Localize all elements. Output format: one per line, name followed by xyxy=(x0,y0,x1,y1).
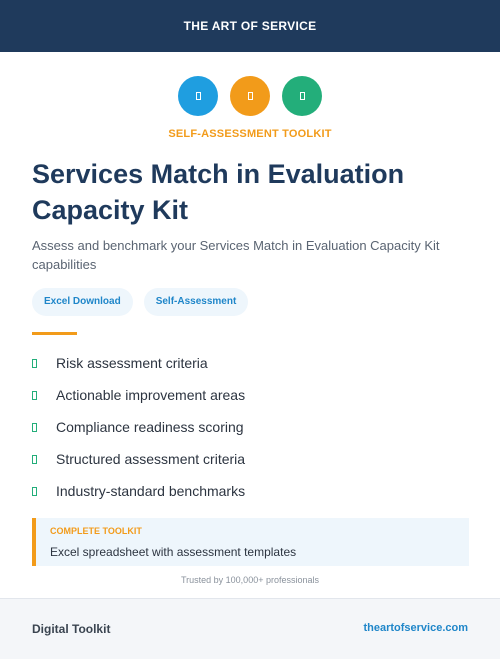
check-icon xyxy=(32,391,37,400)
tag-self-assessment: Self-Assessment xyxy=(144,288,249,316)
toolkit-text: Excel spreadsheet with assessment templates xyxy=(50,545,297,559)
document-icon xyxy=(178,76,218,116)
icon-row xyxy=(0,76,500,116)
toolkit-label: COMPLETE TOOLKIT xyxy=(50,526,142,536)
footer xyxy=(0,598,500,659)
check-icon xyxy=(32,455,37,464)
brand-title: THE ART OF SERVICE xyxy=(183,19,317,33)
feature-item xyxy=(32,347,245,379)
feature-label: Compliance readiness scoring xyxy=(56,419,244,435)
feature-label: Actionable improvement areas xyxy=(56,387,246,403)
chart-icon xyxy=(230,76,270,116)
feature-item xyxy=(32,475,245,507)
footer-label: Digital Toolkit xyxy=(32,622,111,636)
website-link[interactable]: theartofservice.com xyxy=(363,622,468,634)
tag-excel-download: Excel Download xyxy=(32,288,133,316)
check-icon xyxy=(32,423,37,432)
accent-divider xyxy=(32,332,77,335)
feature-list xyxy=(32,347,245,507)
check-icon xyxy=(32,359,37,368)
complete-toolkit-callout xyxy=(32,518,469,566)
trusted-note: Trusted by 100,000+ professionals xyxy=(180,575,319,585)
feature-item xyxy=(32,443,245,475)
tag-list xyxy=(32,288,248,316)
description: Assess and benchmark your Services Match in Evaluation Capacity Kit capabilities xyxy=(32,238,440,272)
feature-item xyxy=(32,411,245,443)
feature-label: Structured assessment criteria xyxy=(56,451,246,467)
header-bar xyxy=(0,0,500,52)
feature-label: Risk assessment criteria xyxy=(56,355,208,371)
page-title: Services Match in Evaluation Capacity Kit xyxy=(32,159,405,225)
toolkit-subtitle: SELF-ASSESSMENT TOOLKIT xyxy=(168,128,332,140)
feature-label: Industry-standard benchmarks xyxy=(56,483,246,499)
checklist-icon xyxy=(282,76,322,116)
check-icon xyxy=(32,487,37,496)
feature-item xyxy=(32,379,245,411)
